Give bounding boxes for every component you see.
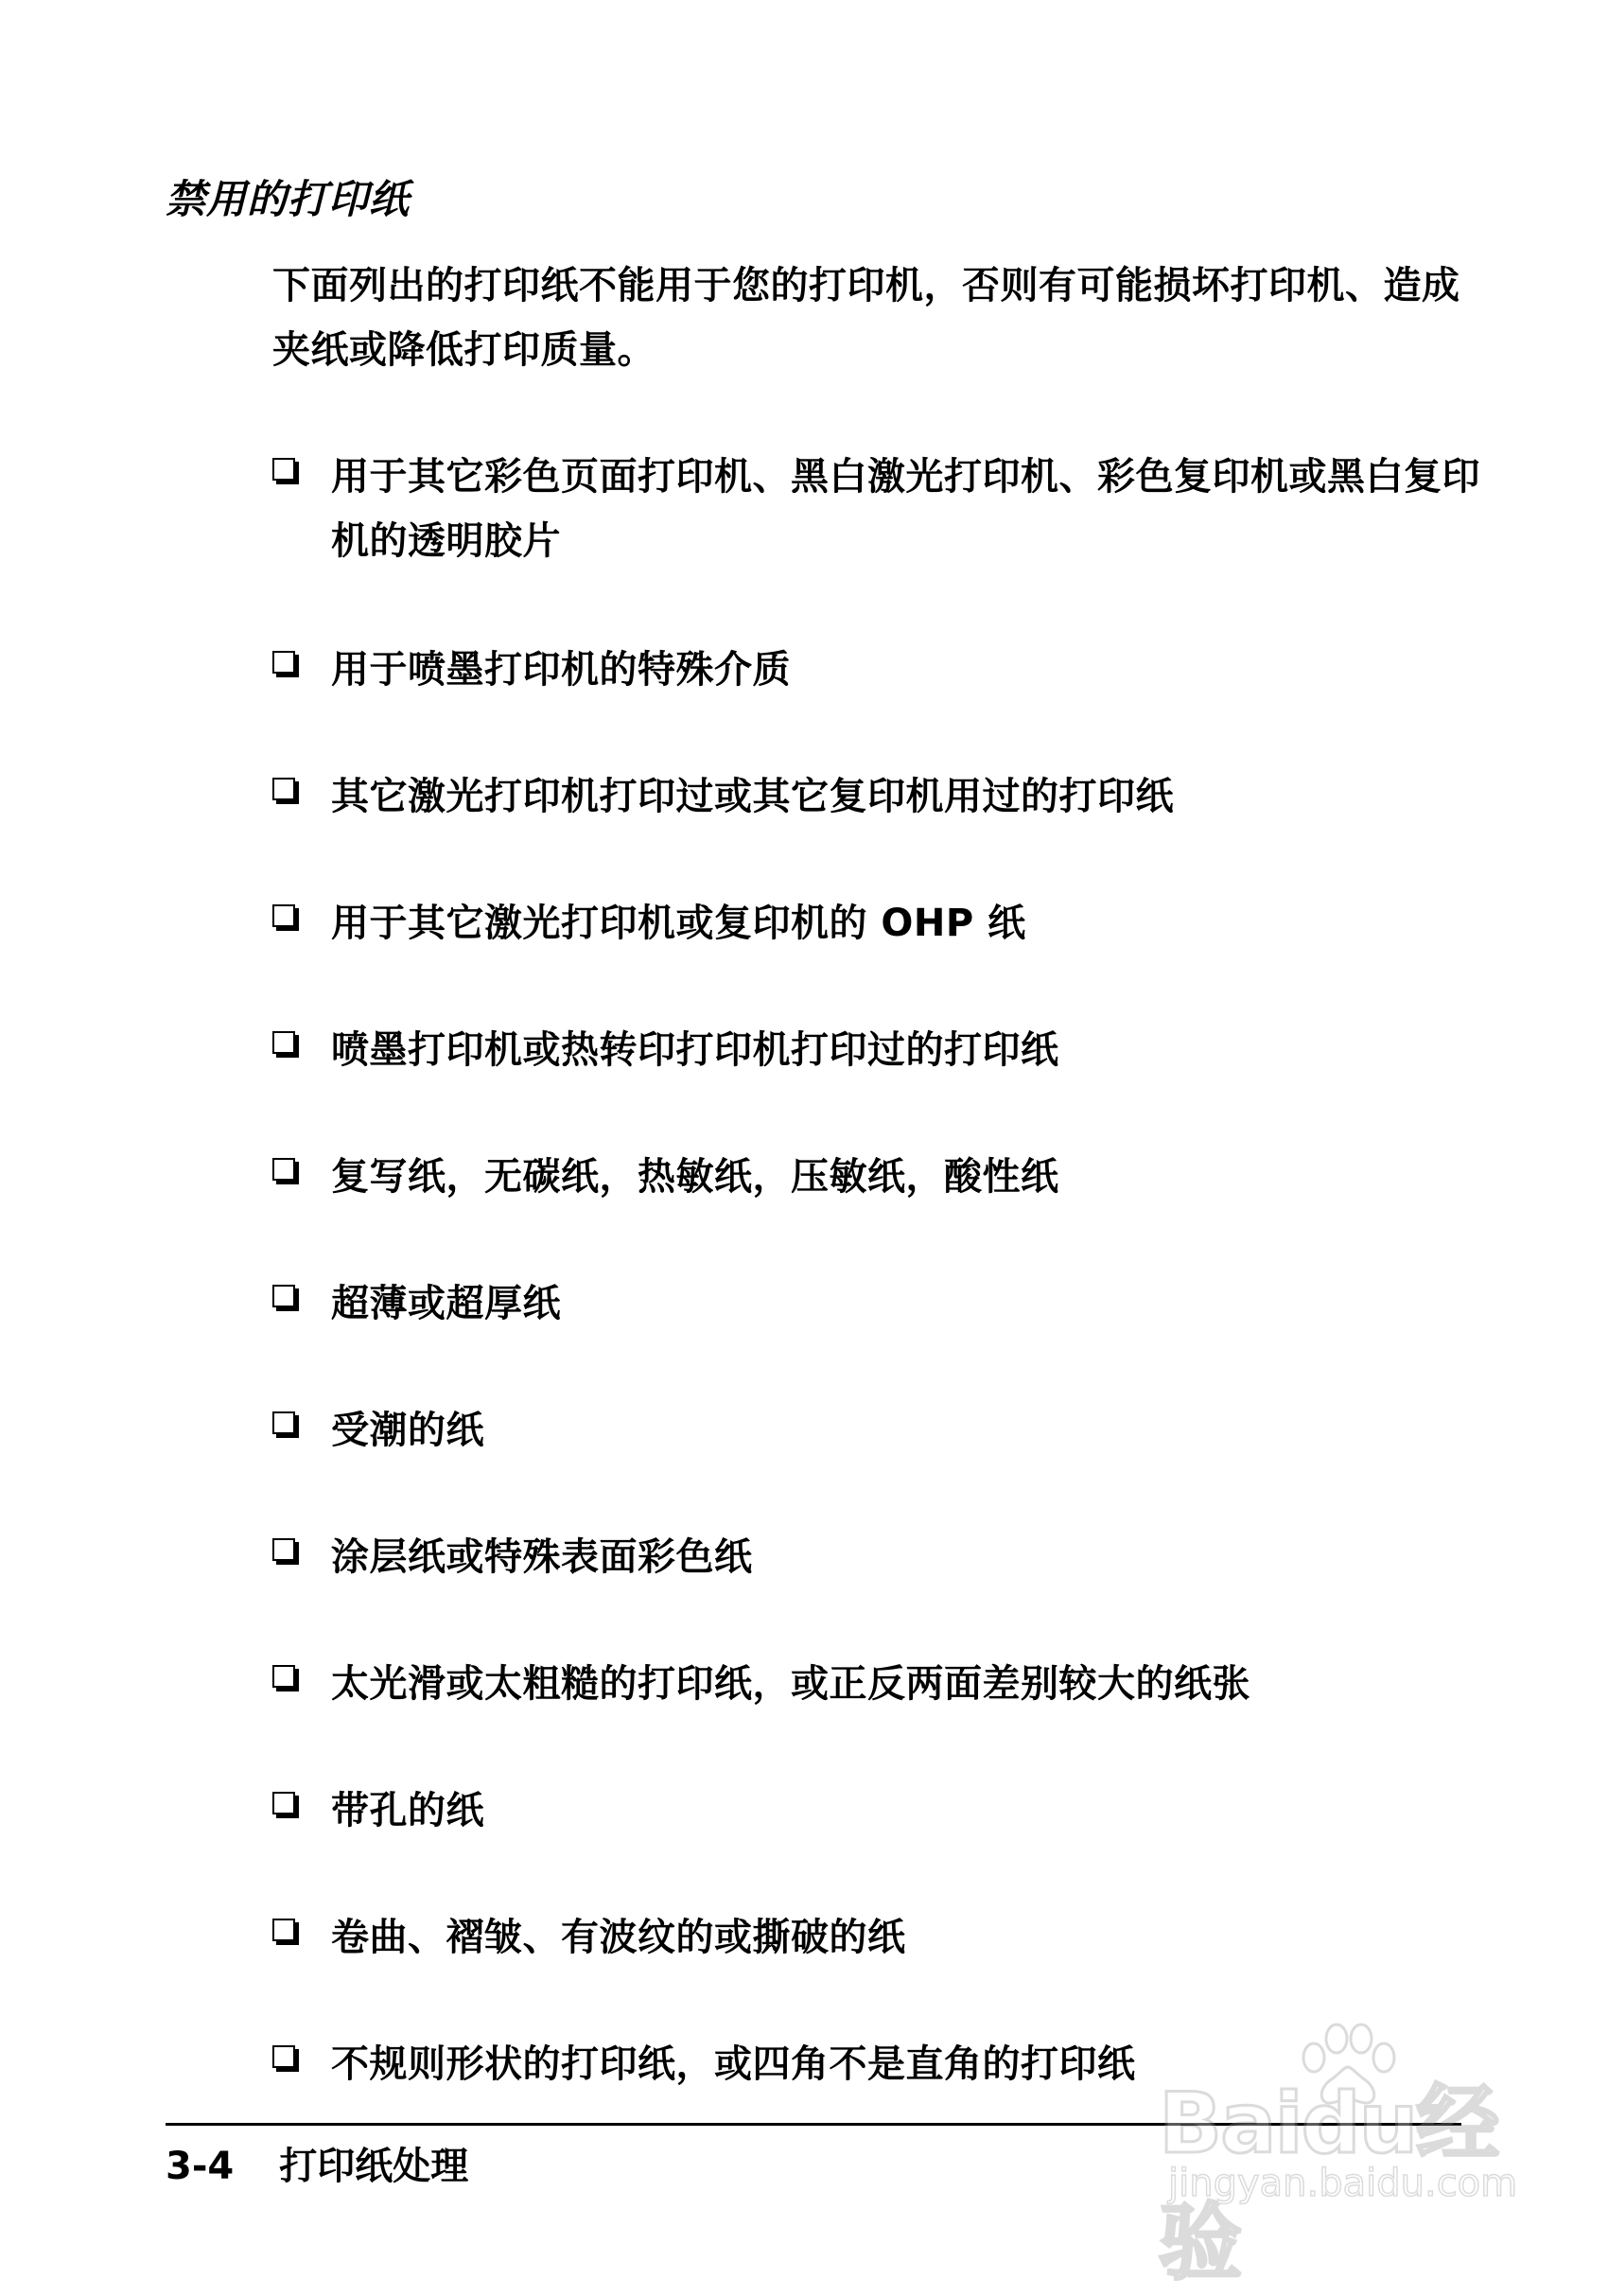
chapter-title: 打印纸处理 (279, 2145, 469, 2188)
checkbox-icon (272, 1411, 295, 1434)
list-item-text: 带孔的纸 (331, 1789, 484, 1832)
watermark-logo-text: Baidu经验 (1159, 2075, 1498, 2291)
list-item-text: 太光滑或太粗糙的打印纸，或正反两面差别较大的纸张 (331, 1662, 1250, 1706)
baidu-watermark (1159, 2020, 1537, 2291)
list-item (272, 1905, 1502, 1970)
checkbox-icon (272, 1538, 295, 1561)
checkbox-icon (272, 458, 295, 481)
checkbox-icon (272, 1285, 295, 1307)
list-item (272, 1525, 1502, 1589)
list-item (272, 1018, 1502, 1082)
list-item (272, 1398, 1502, 1463)
page-number: 3-4 (166, 2145, 235, 2188)
list-item-text: 用于其它彩色页面打印机、黑白激光打印机、彩色复印机或黑白复印机的透明胶片 (331, 455, 1480, 563)
list-item (272, 891, 1502, 955)
checkbox-icon (272, 1031, 295, 1054)
page-footer (166, 2136, 468, 2190)
list-item (272, 638, 1502, 702)
checkbox-icon (272, 1792, 295, 1814)
list-item (272, 1779, 1502, 1843)
section-title: 禁用的打印纸 (166, 176, 411, 222)
checkbox-icon (272, 1665, 295, 1688)
list-item-text: 喷墨打印机或热转印打印机打印过的打印纸 (331, 1028, 1059, 1072)
list-item (272, 764, 1502, 829)
checkbox-icon (272, 778, 295, 800)
list-item-text: 超薄或超厚纸 (331, 1282, 561, 1325)
checkbox-icon (272, 1919, 295, 1941)
list-item-text: 其它激光打印机打印过或其它复印机用过的打印纸 (331, 775, 1174, 818)
list-item-text: 用于其它激光打印机或复印机的 OHP 纸 (331, 902, 1026, 945)
list-item-text: 复写纸，无碳纸，热敏纸，压敏纸，酸性纸 (331, 1155, 1059, 1199)
list-item (272, 1145, 1502, 1209)
list-item-text: 用于喷墨打印机的特殊介质 (331, 648, 791, 692)
checkbox-icon (272, 904, 295, 927)
list-item (272, 1271, 1502, 1336)
list-item-text: 不规则形状的打印纸，或四角不是直角的打印纸 (331, 2042, 1136, 2086)
checkbox-icon (272, 1158, 295, 1181)
list-item-text: 涂层纸或特殊表面彩色纸 (331, 1535, 753, 1579)
checkbox-icon (272, 651, 295, 674)
list-item (272, 1652, 1502, 1716)
list-item-text: 受潮的纸 (331, 1409, 484, 1452)
list-item-text: 卷曲、褶皱、有波纹的或撕破的纸 (331, 1916, 906, 1959)
watermark-url: jingyan.baidu.com (1168, 2162, 1518, 2205)
prohibited-paper-list (272, 445, 1502, 2159)
list-item (272, 445, 1502, 573)
checkbox-icon (272, 2045, 295, 2068)
intro-paragraph: 下面列出的打印纸不能用于您的打印机，否则有可能损坏打印机、造成夹纸或降低打印质量。 (272, 264, 1460, 372)
